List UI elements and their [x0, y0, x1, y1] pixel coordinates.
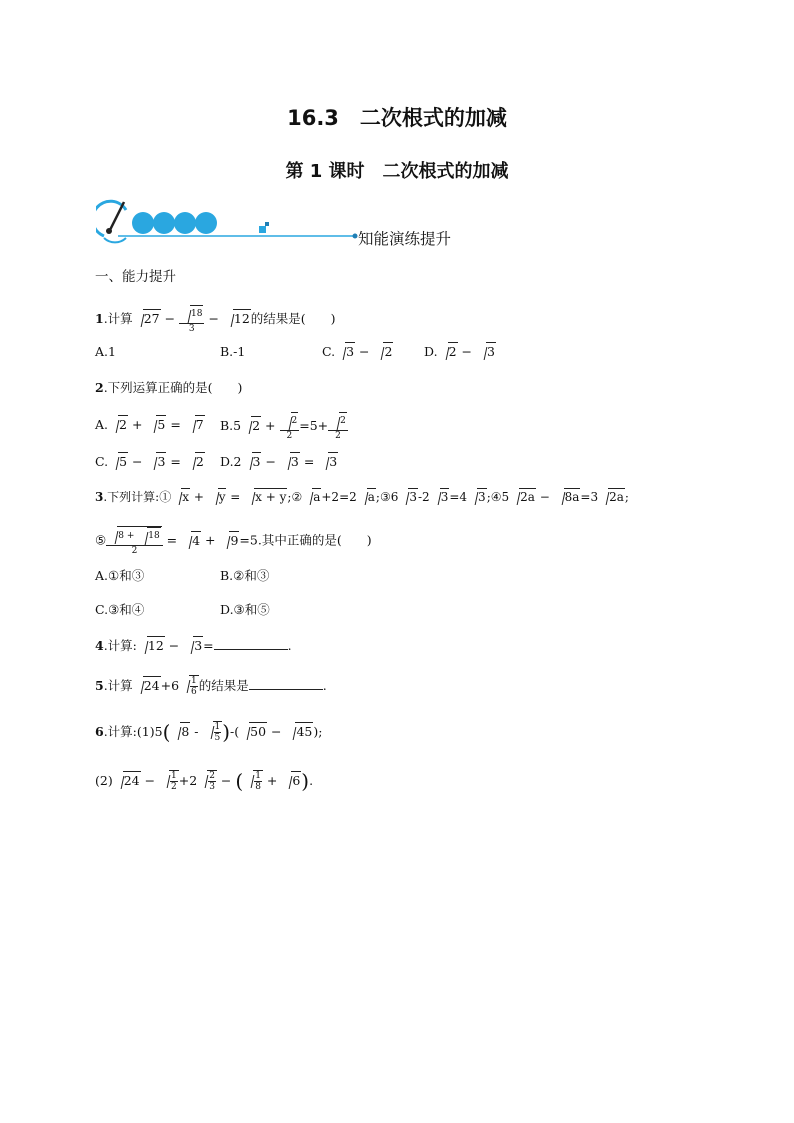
question-3-line-2: ⑤ $\frac{8 + 18}{2}$ = 4 + 9=5.其中正确的是( ) — [95, 526, 372, 556]
q3-option-b: B.②和③ — [220, 568, 270, 583]
banner-dot-4 — [195, 212, 217, 234]
banner-dot-3 — [174, 212, 196, 234]
q1-option-c: C. 3 − 2 — [322, 342, 393, 362]
q1-option-a: A.1 — [95, 344, 116, 359]
q2-option-b: B.5 2 + $\frac{2}{2}$ =5+ $\frac{2}{2}$ — [220, 412, 348, 441]
q2-option-a: A. 2 + 5 = 7 — [95, 415, 205, 435]
lesson-subtitle: 第 1 课时 二次根式的加减 — [285, 161, 509, 182]
q3-option-a: A.①和③ — [95, 568, 145, 583]
banner-label: 知能演练提升 — [358, 230, 452, 248]
banner-square-large — [259, 226, 266, 233]
q1-option-b: B.-1 — [220, 344, 246, 359]
banner-dot-2 — [153, 212, 175, 234]
question-2: 2.下列运算正确的是( ) — [95, 380, 243, 395]
question-6-part-2: (2) 24 − $\frac{1}{2}$ +2 $\frac{2}{3}$ − ( $\frac{1}{8}$ + 6). — [95, 769, 314, 793]
q1-option-d: D. 2 − 3 — [424, 342, 496, 362]
q2-option-d: D.2 3 − 3 = 3 — [220, 452, 338, 472]
banner-rule-end — [353, 234, 358, 239]
q3-option-c: C.③和④ — [95, 602, 145, 617]
question-3-line-1: 3.下列计算:① x + y = x + y;② a+2=2 a;③6 3-2 3=4 3;④5 2a − 8a=3 2a; — [95, 487, 629, 507]
question-4: 4.计算: 12 − 3= . — [95, 635, 292, 656]
q3-option-d: D.③和⑤ — [220, 602, 270, 617]
page-title: 16.3 二次根式的加减 — [287, 106, 507, 130]
question-1: 1.计算 27 − $\frac{18}{3}$ − 12的结果是( ) — [95, 305, 336, 334]
banner-dot-1 — [132, 212, 154, 234]
question-5: 5.计算 24+6 $\frac{1}{6}$ 的结果是 . — [95, 676, 327, 697]
section-heading: 一、能力提升 — [95, 269, 176, 285]
answer-blank[interactable] — [249, 675, 323, 690]
banner-square-small — [265, 222, 269, 226]
q2-option-c: C. 5 − 3 = 2 — [95, 452, 205, 472]
question-6-part-1: 6.计算:(1)5( 8 - $\frac{1}{5}$ )-( 50 − 45); — [95, 720, 323, 744]
answer-blank[interactable] — [214, 635, 288, 650]
section-banner — [96, 198, 516, 248]
